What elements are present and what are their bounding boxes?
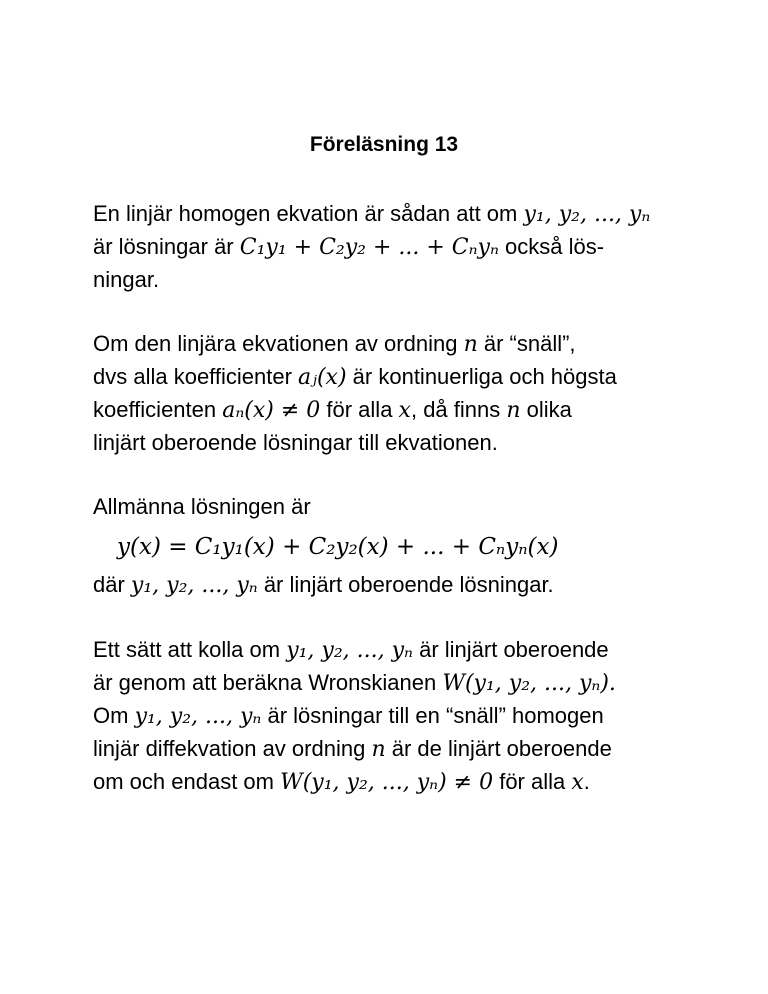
paragraph-general-solution <box>93 491 733 602</box>
math-aj: aⱼ(x) <box>298 365 347 390</box>
line <box>93 394 733 427</box>
line <box>93 569 733 602</box>
math-n: n <box>506 398 521 423</box>
text: . <box>583 769 590 794</box>
text: också lös- <box>498 234 605 259</box>
math-n: n <box>371 737 386 762</box>
text: linjärt oberoende lösningar till ekvationen. <box>93 430 498 455</box>
line <box>93 491 733 523</box>
text: är de linjärt oberoende <box>385 736 612 761</box>
math-an-nonzero: aₙ(x) ≠ 0 <box>222 398 321 423</box>
math-wronskian-nonzero: W(y₁, y₂, ..., yₙ) ≠ 0 <box>280 770 494 795</box>
page-title: Föreläsning 13 <box>309 133 459 156</box>
text: , då finns <box>410 397 507 422</box>
text: linjär diffekvation av ordning <box>93 736 372 761</box>
math-y-list: y₁, y₂, ..., yₙ <box>286 638 413 663</box>
line <box>93 427 733 459</box>
line <box>93 231 733 264</box>
math-y-list: y₁, y₂, ..., yₙ <box>130 573 258 598</box>
text: koefficienten <box>93 397 223 422</box>
line <box>93 198 733 231</box>
text: där <box>93 572 131 597</box>
math-y-list: y₁, y₂, ..., yₙ <box>134 704 262 729</box>
text: En linjär homogen ekvation är sådan att om <box>93 201 524 226</box>
math-x: x <box>398 398 411 423</box>
line <box>93 634 733 667</box>
text: ningar. <box>93 267 160 292</box>
line <box>93 264 733 296</box>
math-wronskian: W(y₁, y₂, ..., yₙ). <box>442 671 616 696</box>
text: för alla <box>493 769 572 794</box>
paragraph-nice-equation <box>93 328 733 459</box>
lecture-content <box>93 198 733 799</box>
paragraph-homogeneous-equation <box>93 198 733 296</box>
line <box>93 766 733 799</box>
text: är genom att beräkna Wronskianen <box>93 670 443 695</box>
text: Allmänna lösningen är <box>93 494 311 519</box>
text: är kontinuerliga och högsta <box>346 364 617 389</box>
math-linear-combination: C₁y₁ + C₂y₂ + ... + Cₙyₙ <box>239 235 499 260</box>
line <box>93 328 733 361</box>
text: dvs alla koefficienter <box>93 364 299 389</box>
math-y-list: y₁, y₂, ..., yₙ <box>523 202 651 227</box>
text: Om <box>93 703 135 728</box>
paragraph-wronskian <box>93 634 733 799</box>
text: är lösningar är <box>93 234 240 259</box>
line <box>93 361 733 394</box>
text: är “snäll”, <box>477 331 576 356</box>
text: är lösningar till en “snäll” homogen <box>261 703 604 728</box>
display-equation: y(x) = C₁y₁(x) + C₂y₂(x) + ... + Cₙyₙ(x) <box>117 534 559 560</box>
text: är linjärt oberoende lösningar. <box>257 572 554 597</box>
text: om och endast om <box>93 769 281 794</box>
line <box>93 667 733 700</box>
line <box>93 733 733 766</box>
math-n: n <box>463 332 478 357</box>
text: olika <box>520 397 572 422</box>
line <box>93 700 733 733</box>
text: är linjärt oberoende <box>412 637 609 662</box>
text: för alla <box>320 397 399 422</box>
text: Om den linjära ekvationen av ordning <box>93 331 464 356</box>
math-x: x <box>571 770 584 795</box>
text: Ett sätt att kolla om <box>93 637 287 662</box>
